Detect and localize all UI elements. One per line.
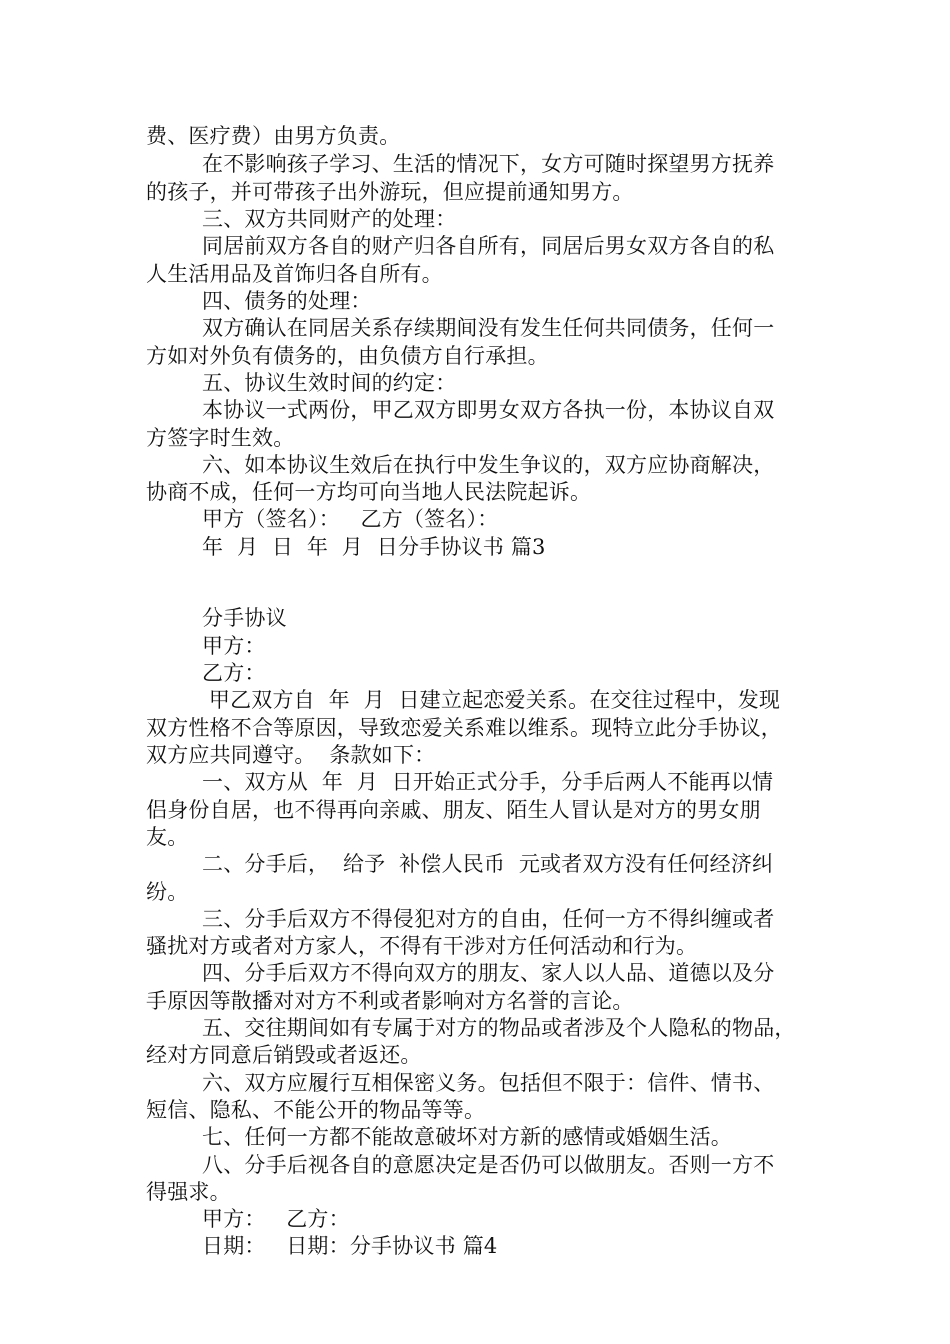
- party-a-line: 甲方：: [202, 634, 266, 658]
- section-heading: 四、债务的处理：: [202, 289, 372, 313]
- clause-line: 三、分手后双方不得侵犯对方的自由，任何一方不得纠缠或者: [202, 907, 775, 931]
- section-heading: 三、双方共同财产的处理：: [202, 207, 457, 231]
- text-line: 侣身份自居，也不得再向亲戚、朋友、陌生人冒认是对方的男女朋: [146, 798, 761, 822]
- date-line: 年 月 日 年 月 日分手协议书 篇3: [202, 535, 546, 559]
- text-line: 骚扰对方或者对方家人，不得有干涉对方任何活动和行为。: [146, 934, 698, 958]
- text-line: 在不影响孩子学习、生活的情况下，女方可随时探望男方抚养: [202, 152, 775, 176]
- clause-line: 五、交往期间如有专属于对方的物品或者涉及个人隐私的物品，: [202, 1016, 796, 1040]
- text-line: 经对方同意后销毁或者返还。: [146, 1043, 422, 1067]
- text-line: 双方确认在同居关系存续期间没有发生任何共同债务，任何一: [202, 316, 775, 340]
- clause-line: 二、分手后， 给予 补偿人民币 元或者双方没有任何经济纠: [202, 852, 774, 876]
- text-line: 手原因等散播对对方不利或者影响对方名誉的言论。: [146, 989, 634, 1013]
- text-line: 方签字时生效。: [146, 426, 295, 450]
- agreement-title: 分手协议: [202, 606, 287, 630]
- signature-line: 甲方： 乙方：: [202, 1207, 350, 1231]
- clause-line: 四、分手后双方不得向双方的朋友、家人以人品、道德以及分: [202, 961, 775, 985]
- signature-line: 甲方（签名）： 乙方（签名）：: [202, 507, 499, 531]
- text-line: 纷。: [146, 880, 189, 904]
- text-line: 人生活用品及首饰归各自所有。: [146, 262, 443, 286]
- section-heading: 五、协议生效时间的约定：: [202, 371, 457, 395]
- clause-line: 一、双方从 年 月 日开始正式分手，分手后两人不能再以情: [202, 770, 774, 794]
- text-line: 方如对外负有债务的，由负债方自行承担。: [146, 344, 549, 368]
- text-line: 同居前双方各自的财产归各自所有，同居后男女双方各自的私: [202, 234, 775, 258]
- text-line: 的孩子，并可带孩子出外游玩，但应提前通知男方。: [146, 180, 634, 204]
- text-line: 六、如本协议生效后在执行中发生争议的，双方应协商解决，: [202, 453, 775, 477]
- text-line: 费、医疗费）由男方负责。: [146, 124, 401, 148]
- text-line: 双方应共同遵守。 条款如下：: [146, 743, 436, 767]
- text-line: 协商不成，任何一方均可向当地人民法院起诉。: [146, 480, 592, 504]
- clause-line: 七、任何一方都不能故意破坏对方新的感情或婚姻生活。: [202, 1125, 732, 1149]
- text-line: 友。: [146, 825, 189, 849]
- party-b-line: 乙方：: [202, 661, 266, 685]
- text-line: 甲乙双方自 年 月 日建立起恋爱关系。在交往过程中，发现: [202, 688, 781, 712]
- text-line: 双方性格不合等原因，导致恋爱关系难以维系。现特立此分手协议，: [146, 716, 782, 740]
- clause-line: 八、分手后视各自的意愿决定是否仍可以做朋友。否则一方不: [202, 1153, 775, 1177]
- clause-line: 六、双方应履行互相保密义务。包括但不限于：信件、情书、: [202, 1071, 775, 1095]
- text-line: 本协议一式两份，甲乙双方即男女双方各执一份，本协议自双: [202, 398, 775, 422]
- text-line: 短信、隐私、不能公开的物品等等。: [146, 1098, 486, 1122]
- date-line: 日期： 日期：分手协议书 篇4: [202, 1234, 498, 1258]
- text-line: 得强求。: [146, 1180, 231, 1204]
